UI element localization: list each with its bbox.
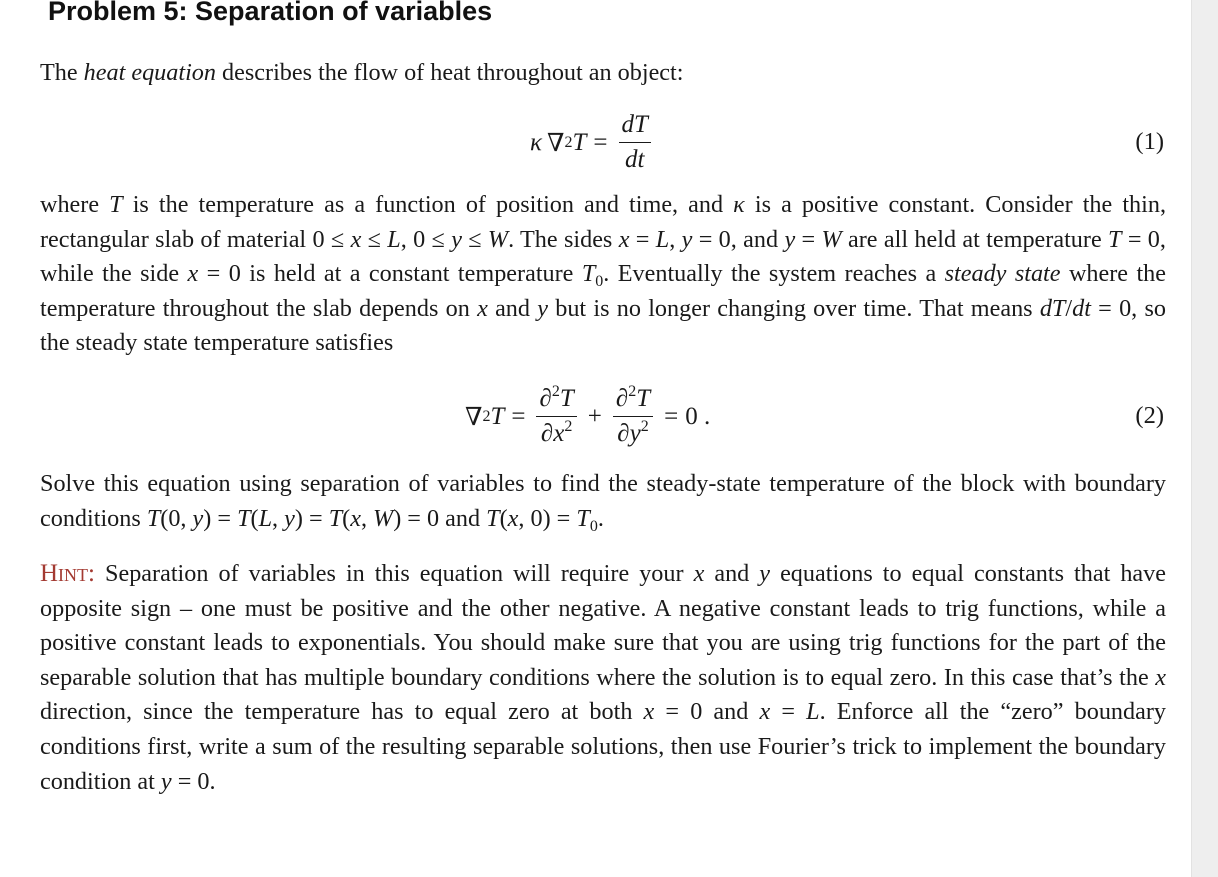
equation-1 bbox=[40, 108, 1166, 178]
d2T-dy2-fraction: $\frac{\partial^2T}{\partial y^2}$ bbox=[613, 384, 653, 449]
equation-1-body: κ ∇ 2 T = $\frac{dT}{dt}$ bbox=[530, 110, 655, 175]
intro-text: The bbox=[40, 59, 84, 86]
equation-2 bbox=[40, 380, 1166, 456]
intro-emphasis: heat equation bbox=[83, 59, 216, 86]
solve-paragraph: Solve this equation using separation of variables to find the steady-state temperature of the block with boundary conditions T(0, y) = T(L, y) = T(x, W) = 0 and T(x, $0) = T_0$. bbox=[40, 470, 1166, 535]
intro-text-end: describes the flow of heat throughout an object: bbox=[216, 59, 684, 86]
equation-1-tag: (1) bbox=[1135, 128, 1164, 155]
hint-paragraph: Hint: Separation of variables in this equation will require your x and y equations to equal constants that have opposite sign – one must be positive and the other negative. A negative constant leads to trig functions, while a positive constant leads to exponentials. You should make sure that you are using trig functions for the part of the separable solution that has multiple boundary conditions where the solution is to equal zero. In this case that’s the x direction, since the temperature has to equal zero at both x = 0 and x = L. Enforce all the “zero” boundary conditions first, write a sum of the resulting separable solutions, then use Fourier’s trick to implement the boundary condition at y = 0. bbox=[40, 560, 1166, 795]
equation-2-tag: (2) bbox=[1135, 402, 1164, 429]
scrollbar[interactable] bbox=[1191, 0, 1218, 877]
hint-label: Hint: bbox=[40, 560, 95, 587]
steady-state-emphasis: steady state bbox=[944, 260, 1061, 288]
problem-title: Problem 5: Separation of variables bbox=[48, 0, 493, 26]
d2T-dx2-fraction: $\frac{\partial^2T}{\partial x^2}$ bbox=[536, 384, 576, 449]
problem-paragraph: where T is the temperature as a function of position and time, and κ is a positive constant. Consider the thin, rectangular slab of material 0 ≤ x ≤ L, 0 ≤ y ≤ W. The sides x = L, y = 0, and y = W are all held at temperature T = 0, while the side x = 0 is held at a constant temperature $T_0$. Eventually the system reaches a steady state where the temperature throughout the slab depends on x and y but is no longer changing over time. That means dT/dt = 0, so the steady state temperature satisfies bbox=[40, 191, 1167, 357]
dT-dt-fraction: $\frac{dT}{dt}$ bbox=[619, 110, 651, 175]
equation-2-body: ∇ 2 T = $\frac{\partial^2T}{\partial x^2}$ + $\frac{\partial^2T}{\partial y^2}$ = 0 . bbox=[465, 383, 711, 447]
intro-paragraph bbox=[40, 56, 1166, 91]
